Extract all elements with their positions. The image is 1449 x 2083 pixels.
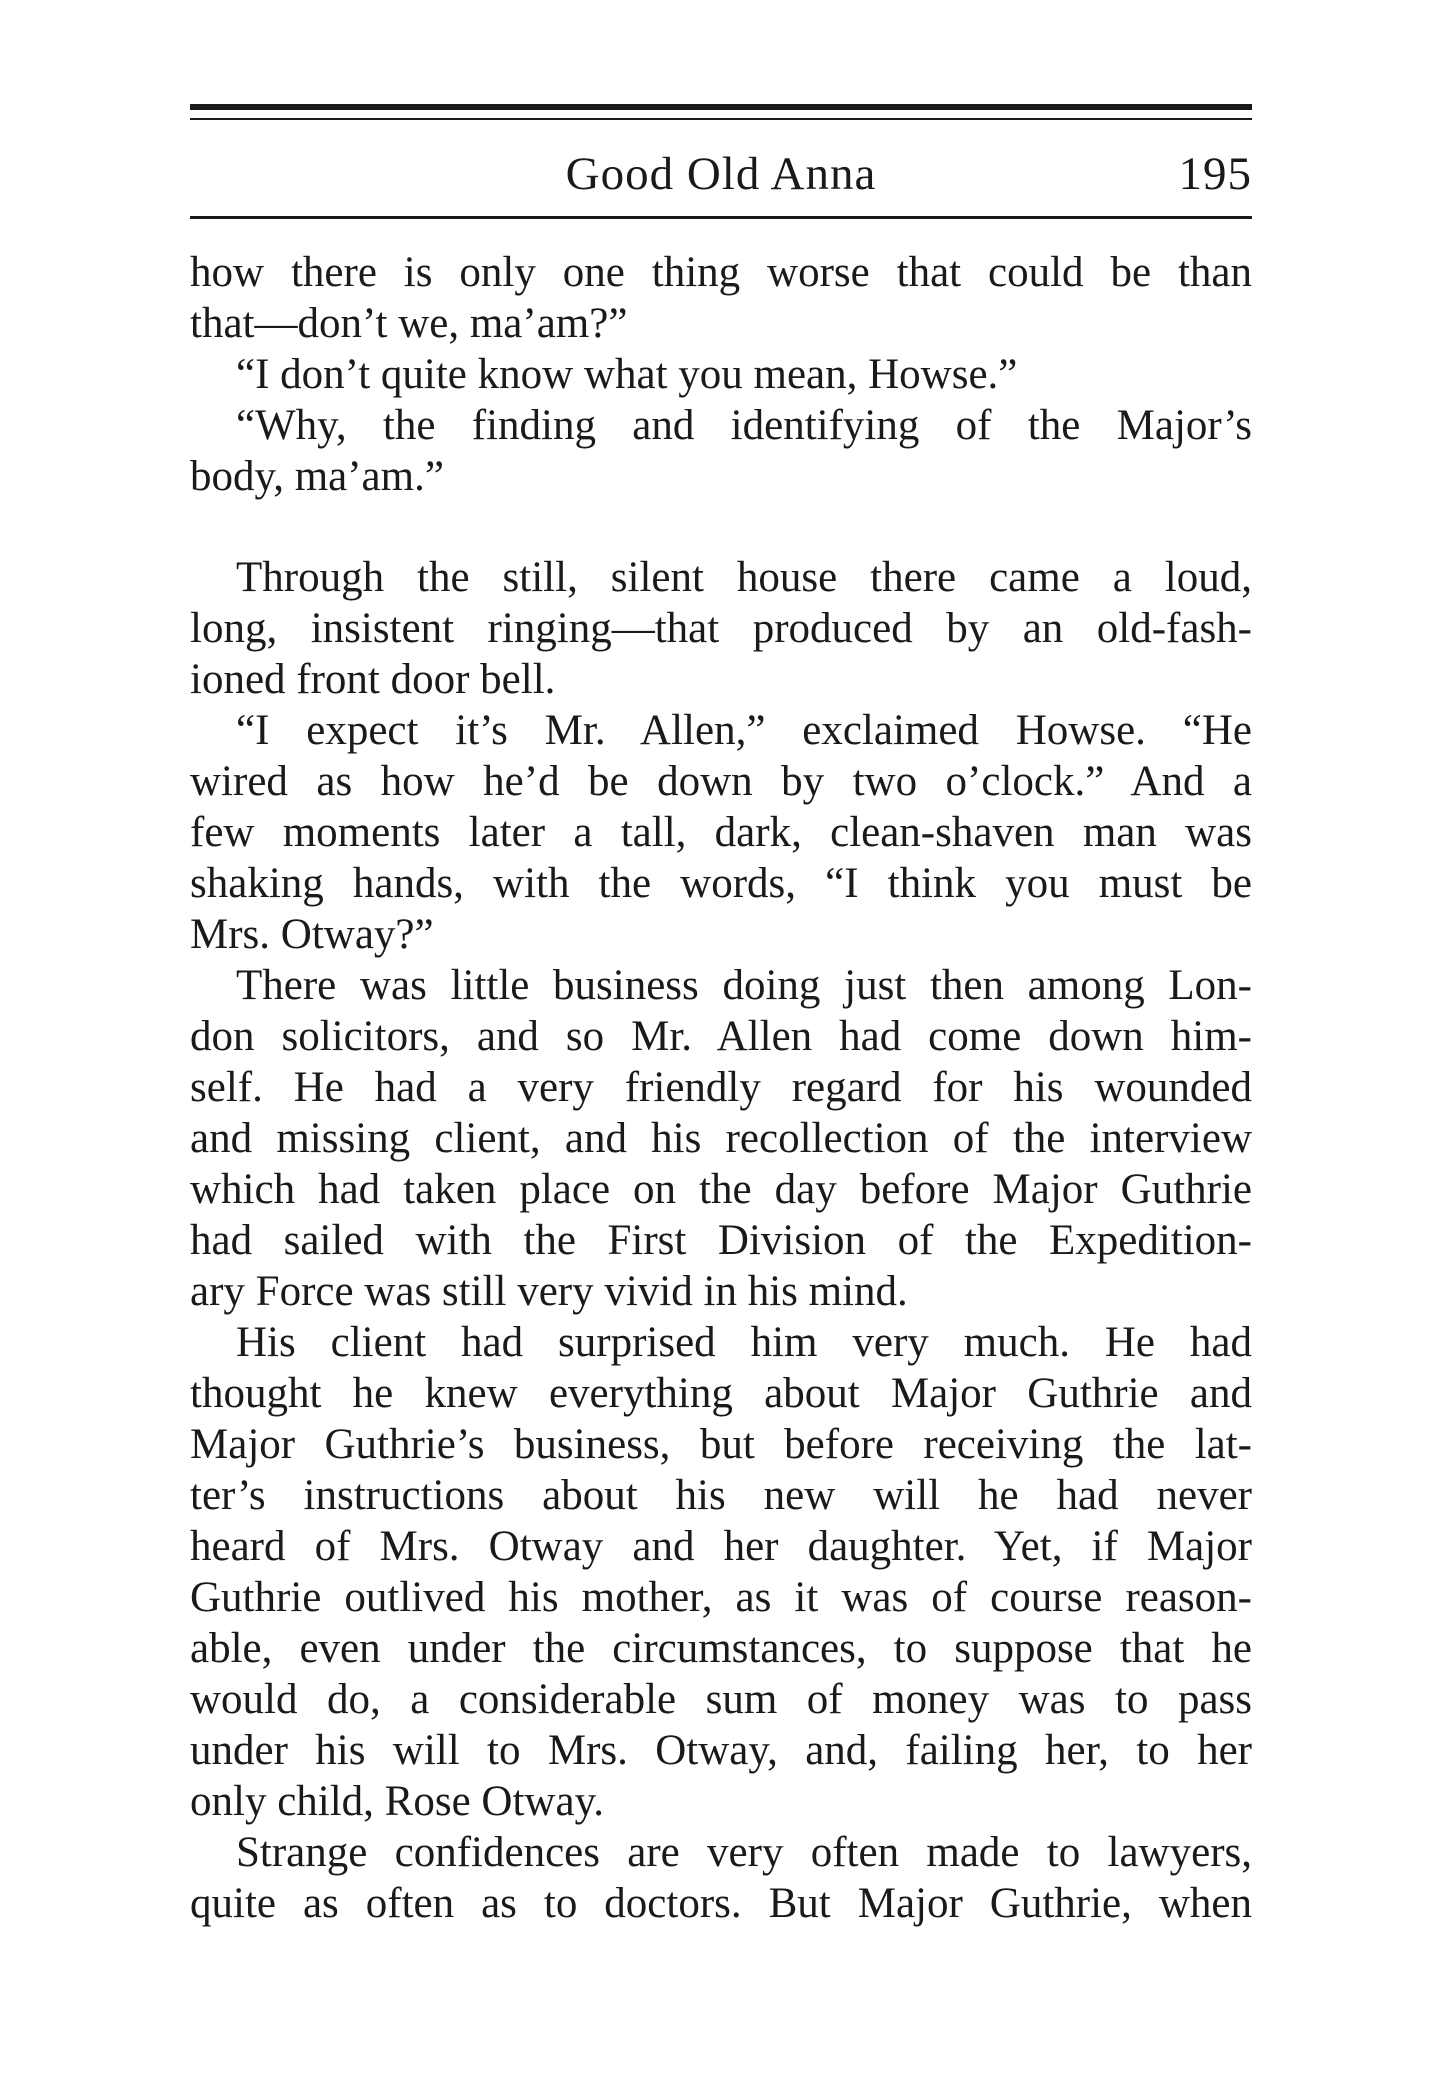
text-line: “I expect it’s Mr. Allen,” exclaimed Howse. “He [236,707,1252,754]
header-rule [190,216,1252,219]
text-line: which had taken place on the day before Major Guthrie [190,1166,1252,1213]
top-double-rule-thick [190,104,1252,110]
text-line: ioned front door bell. [190,656,556,703]
section-break [190,502,1252,552]
text-line: “Why, the finding and identifying of the Major’s [236,402,1252,449]
text-line: Major Guthrie’s business, but before receiving the lat- [190,1421,1252,1468]
page-number: 195 [1178,148,1252,200]
text-line: ary Force was still very vivid in his mind. [190,1268,908,1315]
text-line: few moments later a tall, dark, clean-shaven man was [190,809,1252,856]
text-line: had sailed with the First Division of the Expedition- [190,1217,1252,1264]
text-line: body, ma’am.” [190,453,444,500]
text-line: self. He had a very friendly regard for his wounded [190,1064,1252,1111]
text-line: Strange confidences are very often made to lawyers, [236,1829,1252,1876]
text-line: able, even under the circumstances, to suppose that he [190,1625,1252,1672]
text-line: and missing client, and his recollection of the interview [190,1115,1252,1162]
text-line: that—don’t we, ma’am?” [190,300,628,347]
text-line: only child, Rose Otway. [190,1778,605,1825]
text-line: don solicitors, and so Mr. Allen had come down him- [190,1013,1252,1060]
text-line: quite as often as to doctors. But Major Guthrie, when [190,1880,1252,1927]
text-line: would do, a considerable sum of money was to pass [190,1676,1252,1723]
text-line: There was little business doing just then among Lon- [236,962,1252,1009]
running-title: Good Old Anna [565,148,877,200]
text-line: thought he knew everything about Major Guthrie and [190,1370,1252,1417]
top-double-rule-thin [190,118,1252,120]
text-line: long, insistent ringing—that produced by an old-fash- [190,605,1252,652]
page-header [190,140,1252,208]
text-line: heard of Mrs. Otway and her daughter. Yet, if Major [190,1523,1252,1570]
text-line: how there is only one thing worse that could be than [190,249,1252,296]
body-text [190,247,1252,1929]
text-line: Guthrie outlived his mother, as it was of course reason- [190,1574,1252,1621]
text-line: ter’s instructions about his new will he had never [190,1472,1252,1519]
text-line: “I don’t quite know what you mean, Howse.” [236,351,1018,398]
text-line: under his will to Mrs. Otway, and, failing her, to her [190,1727,1252,1774]
text-line: His client had surprised him very much. He had [236,1319,1252,1366]
text-line: Through the still, silent house there came a loud, [236,554,1252,601]
text-line: wired as how he’d be down by two o’clock.” And a [190,758,1252,805]
text-line: Mrs. Otway?” [190,911,434,958]
text-line: shaking hands, with the words, “I think you must be [190,860,1252,907]
